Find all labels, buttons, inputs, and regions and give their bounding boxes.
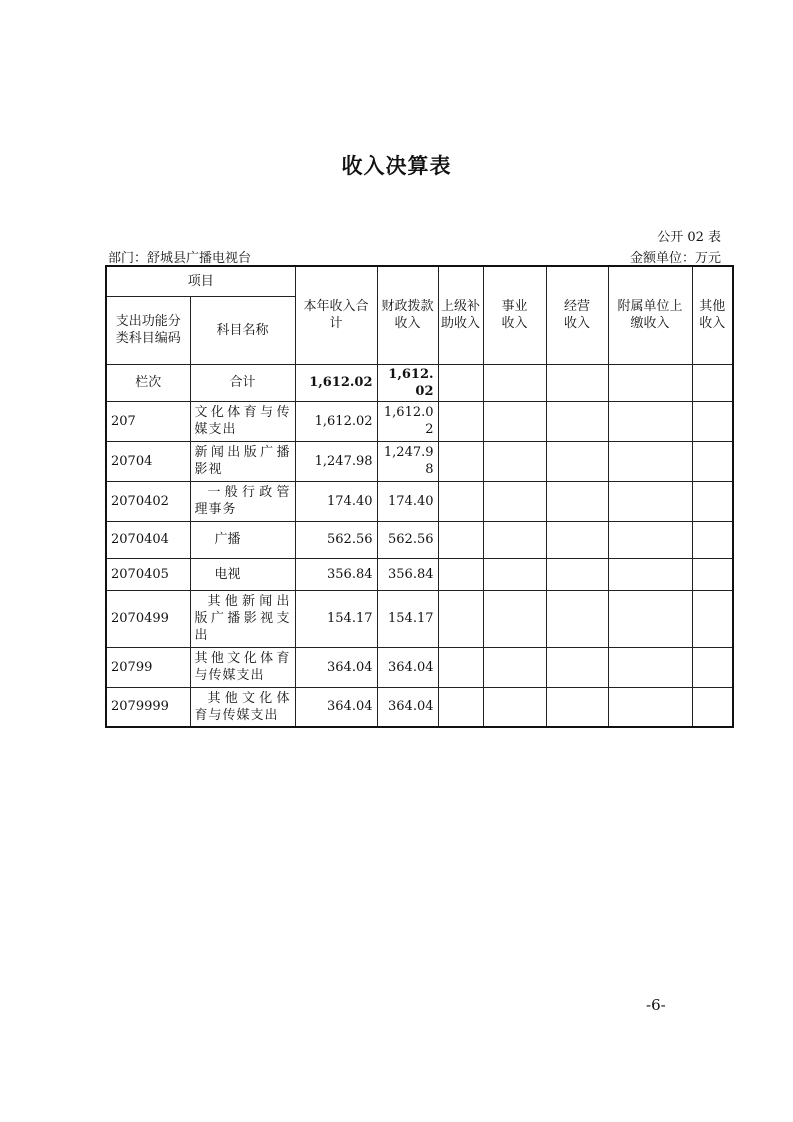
header-fiscal-appropriation: 财政拨款收入 xyxy=(377,266,438,364)
header-operating-income: 经营收入 xyxy=(546,266,608,364)
row-name: 其他文化体育与传媒支出 xyxy=(190,647,295,687)
row-code: 20704 xyxy=(106,441,190,481)
row-code: 2070404 xyxy=(106,521,190,558)
row-code: 2070405 xyxy=(106,558,190,590)
table-row xyxy=(106,481,733,521)
row-name: 一般行政管理事务 xyxy=(190,481,295,521)
row-fiscal: 1,612.02 xyxy=(377,364,438,401)
row-affiliated xyxy=(608,364,692,401)
page-number: -6- xyxy=(646,996,666,1014)
table-row xyxy=(106,558,733,590)
row-name: 其他新闻出版广播影视支出 xyxy=(190,590,295,647)
row-operating xyxy=(546,558,608,590)
row-operating xyxy=(546,364,608,401)
row-business xyxy=(483,521,546,558)
header-other-income: 其他收入 xyxy=(692,266,733,364)
row-business xyxy=(483,481,546,521)
row-other xyxy=(692,521,733,558)
row-business xyxy=(483,364,546,401)
table-row xyxy=(106,687,733,727)
row-total: 1,612.02 xyxy=(295,364,377,401)
row-fiscal: 174.40 xyxy=(377,481,438,521)
row-affiliated xyxy=(608,558,692,590)
header-upper-subsidy: 上级补助收入 xyxy=(438,266,483,364)
row-other xyxy=(692,647,733,687)
table-row xyxy=(106,647,733,687)
header-business-income: 事业收入 xyxy=(483,266,546,364)
department-label: 部门：舒城县广播电视台 xyxy=(108,251,252,266)
row-operating xyxy=(546,481,608,521)
row-affiliated xyxy=(608,441,692,481)
income-final-accounts-table xyxy=(105,265,734,728)
row-other xyxy=(692,558,733,590)
row-total: 154.17 xyxy=(295,590,377,647)
row-upper xyxy=(438,441,483,481)
header-function-code: 支出功能分类科目编码 xyxy=(106,296,190,364)
row-upper xyxy=(438,521,483,558)
row-upper xyxy=(438,364,483,401)
row-code: 20799 xyxy=(106,647,190,687)
row-total: 356.84 xyxy=(295,558,377,590)
table-row xyxy=(106,441,733,481)
row-fiscal: 364.04 xyxy=(377,687,438,727)
row-operating xyxy=(546,647,608,687)
row-affiliated xyxy=(608,590,692,647)
row-other xyxy=(692,687,733,727)
row-total: 1,612.02 xyxy=(295,401,377,441)
row-name: 合计 xyxy=(190,364,295,401)
row-affiliated xyxy=(608,647,692,687)
row-operating xyxy=(546,401,608,441)
row-other xyxy=(692,441,733,481)
row-business xyxy=(483,687,546,727)
row-name: 广播 xyxy=(190,521,295,558)
header-affiliated-income: 附属单位上缴收入 xyxy=(608,266,692,364)
form-number: 公开 02 表 xyxy=(657,230,721,245)
row-code: 2070402 xyxy=(106,481,190,521)
row-business xyxy=(483,590,546,647)
row-upper xyxy=(438,687,483,727)
row-name: 电视 xyxy=(190,558,295,590)
row-code: 207 xyxy=(106,401,190,441)
row-fiscal: 364.04 xyxy=(377,647,438,687)
row-upper xyxy=(438,647,483,687)
header-total-income: 本年收入合计 xyxy=(295,266,377,364)
page-title: 收入决算表 xyxy=(341,154,452,178)
row-business xyxy=(483,558,546,590)
row-other xyxy=(692,401,733,441)
row-code: 2079999 xyxy=(106,687,190,727)
row-total: 364.04 xyxy=(295,687,377,727)
row-total: 364.04 xyxy=(295,647,377,687)
row-fiscal: 1,612.02 xyxy=(377,401,438,441)
row-business xyxy=(483,647,546,687)
row-upper xyxy=(438,401,483,441)
table-row xyxy=(106,364,733,401)
row-operating xyxy=(546,590,608,647)
row-code: 2070499 xyxy=(106,590,190,647)
row-other xyxy=(692,364,733,401)
row-fiscal: 1,247.98 xyxy=(377,441,438,481)
row-affiliated xyxy=(608,401,692,441)
row-affiliated xyxy=(608,687,692,727)
row-affiliated xyxy=(608,521,692,558)
row-upper xyxy=(438,590,483,647)
table-row xyxy=(106,401,733,441)
row-name: 新闻出版广播影视 xyxy=(190,441,295,481)
row-code: 栏次 xyxy=(106,364,190,401)
header-subject-name: 科目名称 xyxy=(190,296,295,364)
row-operating xyxy=(546,521,608,558)
row-business xyxy=(483,441,546,481)
row-upper xyxy=(438,481,483,521)
row-other xyxy=(692,481,733,521)
table-row xyxy=(106,590,733,647)
row-operating xyxy=(546,687,608,727)
header-project: 项目 xyxy=(106,266,295,296)
row-total: 174.40 xyxy=(295,481,377,521)
table-row xyxy=(106,521,733,558)
row-name: 文化体育与传媒支出 xyxy=(190,401,295,441)
row-name: 其他文化体育与传媒支出 xyxy=(190,687,295,727)
row-total: 1,247.98 xyxy=(295,441,377,481)
row-operating xyxy=(546,441,608,481)
amount-unit-label: 金额单位：万元 xyxy=(629,251,721,266)
row-total: 562.56 xyxy=(295,521,377,558)
row-affiliated xyxy=(608,481,692,521)
row-business xyxy=(483,401,546,441)
row-upper xyxy=(438,558,483,590)
row-fiscal: 562.56 xyxy=(377,521,438,558)
row-other xyxy=(692,590,733,647)
row-fiscal: 154.17 xyxy=(377,590,438,647)
row-fiscal: 356.84 xyxy=(377,558,438,590)
